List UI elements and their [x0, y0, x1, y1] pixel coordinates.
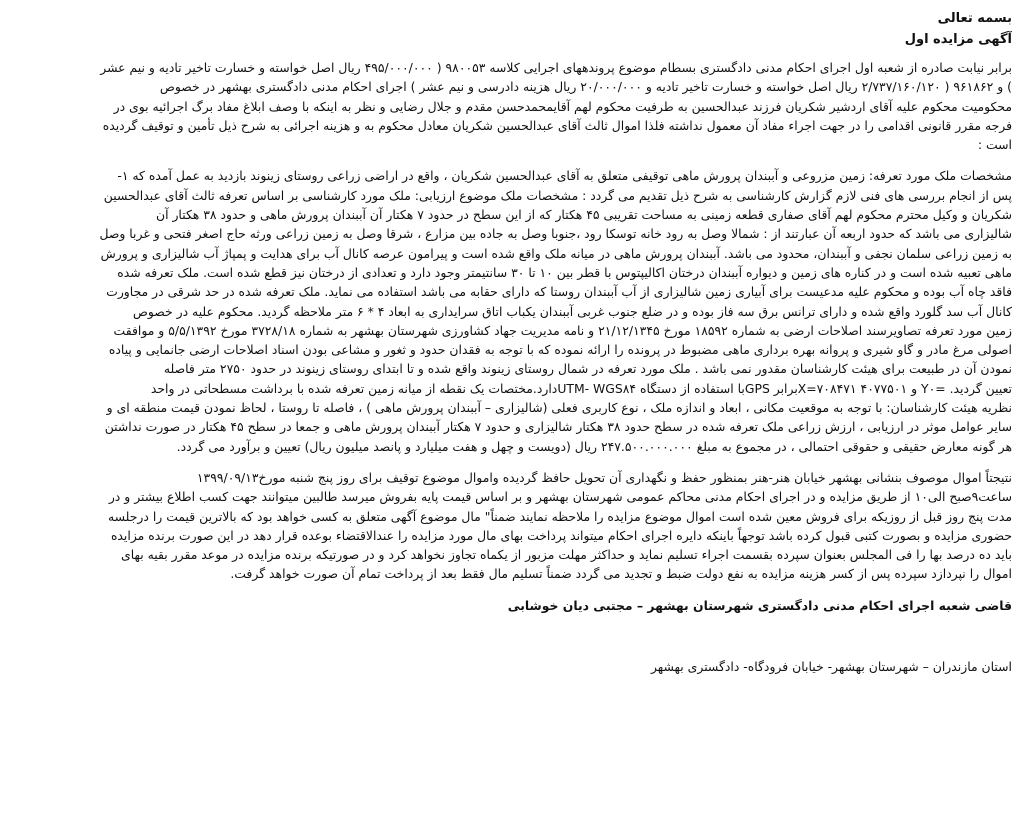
text-line: فاقد چاه آب بوده و محکوم علیه مدعیست برای آبیاری زمین شالیزاری از آب آببندان روستا که دارای حقابه می باشد استفاده می نماید. ملک تعرفه شده در حد شرقی در مجاورت — [106, 284, 1012, 300]
text-line: مشخصات ملک مورد تعرفه: زمین مزروعی و آببندان پرورش ماهی توقیفی متعلق به آقای عبدالحسین شکریان ، واقع در اراضی زراعی روستای زینوند بازدید به عمل آمده که ۱- — [117, 168, 1012, 184]
auction-terms-paragraph — [12, 468, 1012, 584]
text-line: سایر عوامل موثر در ارزیابی ، ارزش زراعی ملک تعرفه شده در سطح حدود ۳۸ هکتار شالیزاری و حدود ۷ هکتار آببندان پرورش ماهی و جمعا در سطح ۴۵ هکتار در صورت نداشتن — [104, 419, 1012, 435]
text-line: است : — [977, 137, 1012, 153]
text-line: فرجه مقرر قانونی اقدامی را در جهت اجراء مفاد آن معمول نداشته فلذا اموال ثالث آقای عبدالحسین شکریان معادل محکوم به و هزینه اجرائی به شرح ذیل تأمین و توقیف گردیده — [102, 117, 1012, 133]
text-line: هر گونه معارض حقیقی و حقوقی احتمالی ، در مجموع به مبلغ ۲۴۷.۵۰۰.۰۰۰.۰۰۰ ریال (دویست و چهل و هفت میلیارد و پانصد میلیون ریال) تعیین و برآورد می گردد. — [176, 438, 1012, 454]
text-line: ) و ۹۶۱۸۶۲ ( ۲/۷۳۷/۱۶۰/۱۲۰ ریال اصل خواسته و خسارت تاخیر تادیه و ۲۰/۰۰۰/۰۰۰ ریال هزینه دادرسی و نیم عشر ) اجرای احکام مدنی دادگستری بهشهر در خصوص — [159, 79, 1012, 95]
text-line: اصولی مرغ مادر و گاو شیری و پروانه بهره برداری ماهی مضبوط در پرونده را ارائه نموده که با توجه به فقدان حدود و ثغور و مشاعی بودن اسناد اصلاحات ارضی جانمایی و پیاده — [108, 342, 1012, 358]
basmala: بسمه تعالی — [937, 11, 1012, 26]
text-line: نتیجتاً اموال موصوف بنشانی بهشهر خیابان هنر-هنر بمنظور حفظ و نگهداری آن تحویل حافظ گردیده واموال موضوع توقیف برای روز پنج شنبه مورخ۱۳۹۹/۰۹/۱۳ — [196, 469, 1012, 485]
text-line: نمودن آن در طبیعت برای هیئت کارشناسان مقدور نمی باشد . ملک مورد تعرفه در شمال روستای زینوند واقع شده و تا ابتدای روستای زینوند در حدود ۲۷۵۰ متر فاصله — [163, 361, 1012, 377]
judge-signature: قاضی شعبه اجرای احکام مدنی دادگستری شهرستان بهشهر – مجتبی دیان خوشابی — [507, 597, 1012, 613]
text-line: محکومیت محکوم علیه آقای اردشیر شکریان فرزند عبدالحسین به طرفیت محکوم لهم آقایمحمدحسن مقدم و جلال رضایی و نظر به اینکه با وصف ابلاغ مفاد برگ اجرائیه بوی در — [113, 98, 1012, 114]
text-line: نظریه هیئت کارشناسان: با توجه به موقعیت مکانی ، ابعاد و اندازه ملک ، نوع کاربری فعلی (شالیزاری – آببندان پرورش ماهی ) ، فاصله تا روستا ، لحاظ نمودن قیمت منطقه ای و — [106, 400, 1012, 416]
text-line: به زمین زراعی سلمان نجفی و آببندان، محدود می باشد. آببندان پرورش ماهی در میانه ملک واقع شده است و پیرامون عرصه کانال آب برای هدایت و پمپاژ آب شالیزاری و پرورش — [100, 245, 1012, 261]
text-line: شکریان و وکیل محترم محکوم لهم آقای صفاری قطعه زمینی به مساحت تقریبی ۴۵ هکتار که از این سطح در حدود ۷ هکتار آن آببندان پرورش ماهی و حدود ۳۸ هکتار آن — [155, 207, 1012, 223]
notice-title: آگهی مزایده اول — [904, 32, 1012, 47]
text-line: برابر نیابت صادره از شعبه اول اجرای احکام مدنی دادگستری بسطام موضوع پروندههای اجرایی کلاسه ۹۸۰۰۵۳ ( ۴۹۵/۰۰۰/۰۰۰ ریال اصل خواسته و خسارت تاخیر تادیه و نیم عشر — [100, 60, 1012, 75]
text-line: پس از انجام بررسی های فنی لازم گزارش کارشناسی به شرح ذیل تقدیم می گردد : مشخصات ملک موضوع ارزیابی: ملک مورد کارشناسی بر اساس تعرفه ثالث آقای عبدالحسین — [103, 187, 1012, 203]
text-line: ساعت۹صبح الی۱۰ از طریق مزایده و در اجرای احکام مدنی محاکم عمومی شهرستان بهشهر و بر اساس قیمت پایه بفروش میرسد طالبین میتوانند جهت کسب اطلاع بیشتر و در — [108, 489, 1012, 505]
text-line: تعیین گردید. =Y۰ و ۴۰۷۷۵۰۱ X=۷۰۸۴۷۱برابر GPSبا استفاده از دستگاه UTM- WGS۸۴دارد.مختصات یک نقطه از میانه زمین تعرفه شده با برداشت مسطحاتی در واحد — [150, 380, 1012, 396]
text-line: شالیزاری می باشد که حدود اربعه آن عبارتند از : شمالا وصل به رود خانه توسکا رود ،جنوبا وصل به جاده بین مزارع ، شرقا وصل به زمین زراعی ورثه حاج اصغر فتحی و غربا وصل — [99, 226, 1012, 242]
text-line: کانال آب سد گلورد واقع شده و دارای ترانس برق سه فاز بوده و در ضلع جنوب غربی آببندان یکباب اتاق سرایداری به ابعاد ۴ * ۶ متر ملاحظه گردید. محکوم علیه در خصوص — [132, 303, 1012, 319]
text-line: اموال را نپردازد سپرده پس از کسر هزینه مزایده به نفع دولت ضبط و تجدید می گردد ضمناً تسلیم مال فقط بعد از پرداخت تمام آن صورت خواهد گرفت. — [230, 566, 1012, 582]
property-specs-paragraph — [12, 166, 1012, 455]
court-address: استان مازندران – شهرستان بهشهر- خیابان فرودگاه- دادگستری بهشهر — [650, 659, 1012, 675]
intro-paragraph — [12, 58, 1012, 154]
text-line: باید ده درصد بها را فی المجلس بعنوان سپرده بقسمت اجراء تسلیم نماید و حداکثر مهلت مزبور از یکماه تجاوز نخواهد کرد و در صورتیکه برنده مزایده در موعد مقرر بقیه بهای — [121, 547, 1012, 563]
text-line: زمین مورد تعرفه تصاویرسند اصلاحات ارضی به شماره ۱۸۵۹۲ مورخ ۲۱/۱۲/۱۳۴۵ و نامه مدیریت جهاد کشاورزی شهرستان بهشهر به شماره ۳۷۲۸/۱۸ مورخ ۵/۵/۱۳۹۲ و موافقت — [113, 322, 1012, 338]
text-line: مدت پنج روز قبل از روزیکه برای فروش معین شده است اموال موضوع مزایده را ملاحظه نمایند ضمناً" مال موضوع آگهی متعلق به کسی خواهد بود که بالاترین قیمت را درجلسه — [107, 508, 1012, 524]
text-line: حضوری مزایده و بصورت کتبی قبول کرده باشد توجهاً باینکه دایره اجرای احکام میتواند پرداخت بهای مال مورد مزایده را عندالاقتضاء بوعده قرار دهد در این صورت برنده مزایده — [110, 527, 1012, 543]
text-line: ماهی تعبیه شده است و در کناره های زمین و دیواره آببندان درختان اکالیپتوس با قطر بین ۱۰ تا ۳۰ سانتیمتر وجود دارد و تعدادی از درختان نیز قطع شده است. ملک تعرفه شده — [117, 264, 1012, 280]
